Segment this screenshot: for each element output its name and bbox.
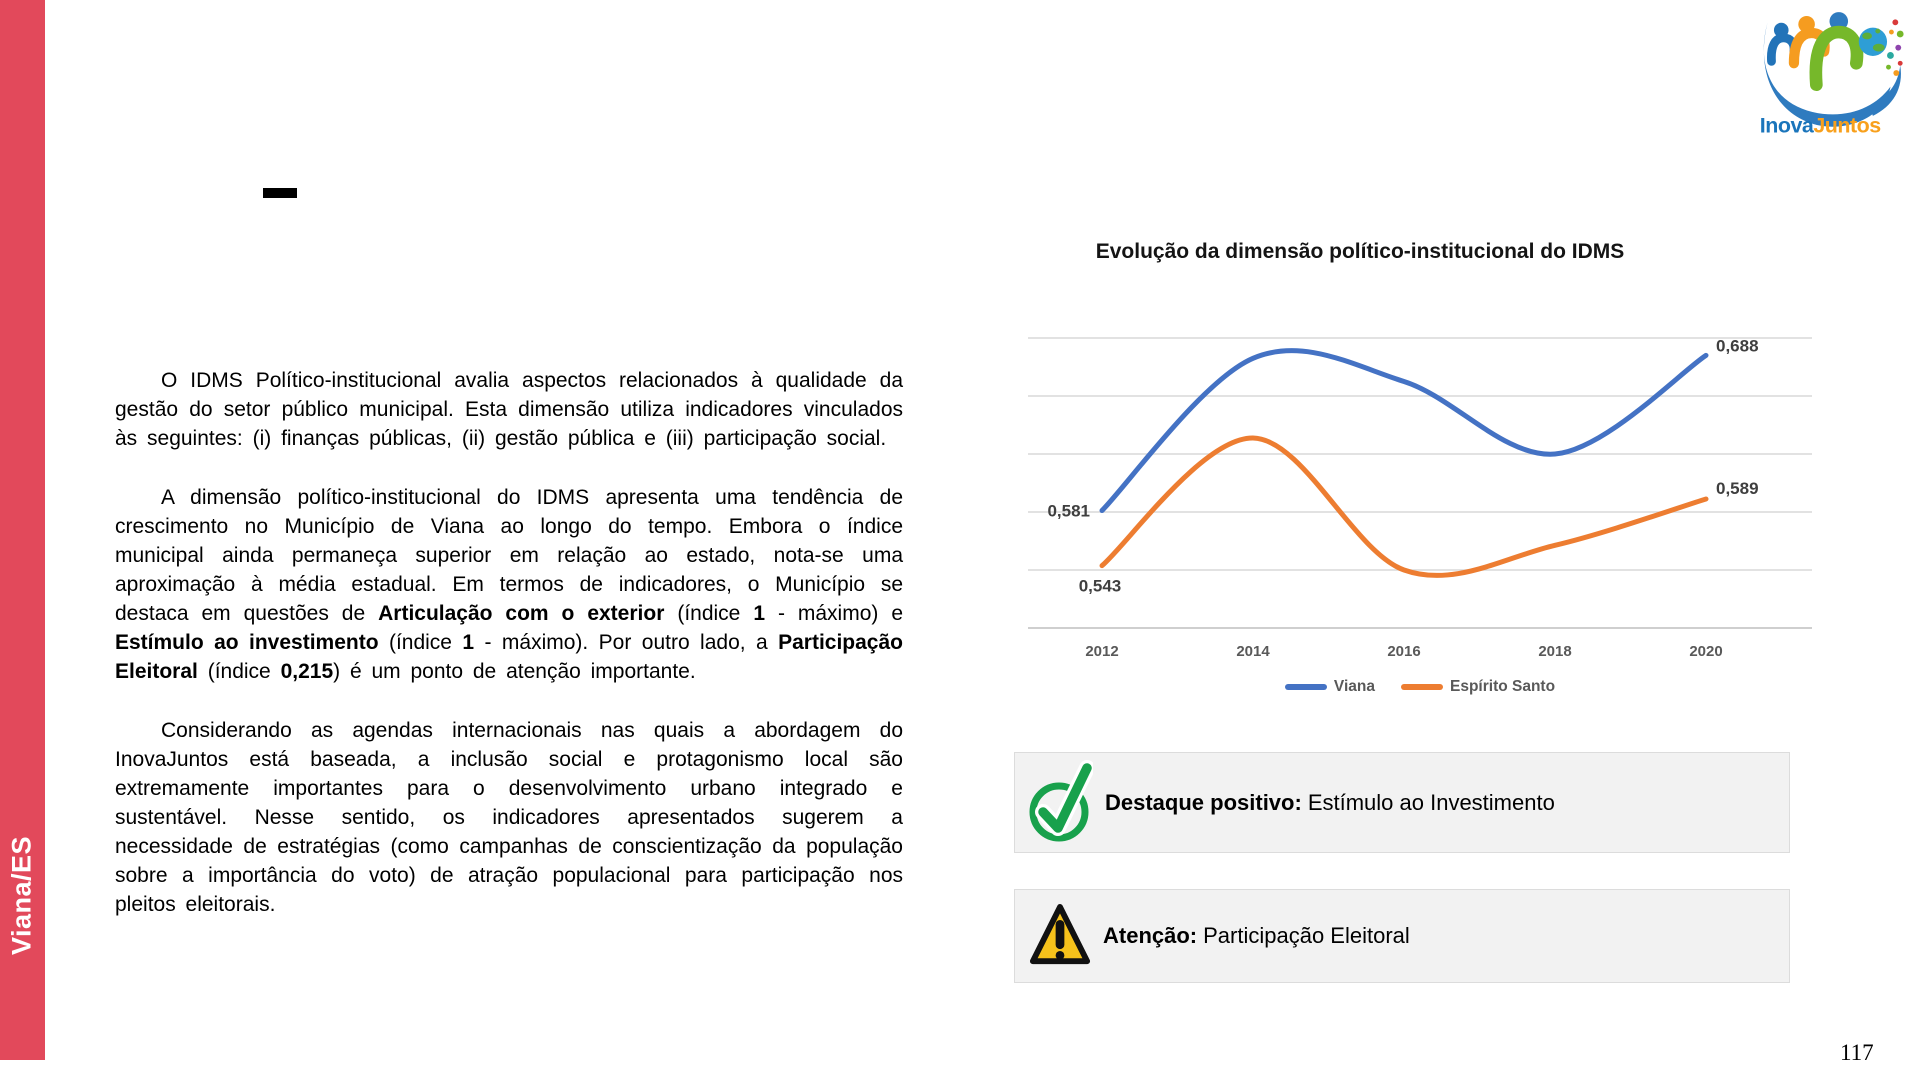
positive-highlight-text bbox=[1105, 790, 1555, 816]
series-line-espírito-santo bbox=[1102, 438, 1706, 575]
municipality-label: Viana/ES bbox=[6, 835, 37, 956]
attention-box bbox=[1014, 889, 1790, 983]
chart-legend bbox=[1020, 678, 1820, 696]
x-axis-label: 2014 bbox=[1236, 643, 1270, 660]
data-label: 0,688 bbox=[1716, 336, 1759, 356]
series-line-viana bbox=[1102, 351, 1706, 511]
x-axis-label: 2020 bbox=[1689, 643, 1723, 660]
legend-item bbox=[1401, 678, 1555, 696]
legend-label: Viana bbox=[1333, 678, 1375, 695]
attention-value: Participação Eleitoral bbox=[1203, 923, 1410, 948]
legend-swatch bbox=[1401, 684, 1443, 690]
logo-text-inova: Inova bbox=[1759, 113, 1814, 138]
chart-title: Evolução da dimensão político-institucional do IDMS bbox=[1095, 240, 1625, 263]
left-ribbon bbox=[0, 0, 45, 1060]
positive-highlight-box bbox=[1014, 752, 1790, 853]
data-label: 0,581 bbox=[1047, 501, 1090, 521]
svg-text:InovaJuntos bbox=[1760, 113, 1881, 137]
paragraph-2: A dimensão político-institucional do IDMS apresenta uma tendência de crescimento no Município de Viana ao longo do tempo. Embora o índice municipal ainda permaneça superior em relação ao estado, nota-se uma aproximação à média estadual. Em termos de indicadores, o Município se destaca em questões de Articulação com o exterior (índice 1 - máximo) e Estímulo ao investimento (índice 1 - máximo). Por outro lado, a Participação Eleitoral (índice 0,215) é um ponto de atenção importante. bbox=[115, 486, 904, 683]
paragraph-1: O IDMS Político-institucional avalia aspectos relacionados à qualidade da gestão do setor público municipal. Esta dimensão utiliza indicadores vinculados às seguintes: (i) finanças públicas, (ii) gestão pública e (iii) participação social. bbox=[115, 369, 903, 450]
positive-highlight-label: Destaque positivo: bbox=[1105, 789, 1302, 815]
attention-label: Atenção: bbox=[1103, 923, 1198, 948]
inovajuntos-logo bbox=[1752, 8, 1908, 138]
legend-item bbox=[1285, 678, 1375, 696]
data-label: 0,589 bbox=[1716, 478, 1759, 498]
attention-text bbox=[1103, 923, 1410, 949]
globe-icon bbox=[1859, 28, 1887, 56]
x-axis-label: 2016 bbox=[1387, 643, 1421, 660]
chart-plot-area bbox=[1020, 300, 1820, 670]
legend-label: Espírito Santo bbox=[1450, 678, 1556, 695]
paragraph-3: Considerando as agendas internacionais nas quais a abordagem do InovaJuntos está baseada, a inclusão social e protagonismo local são extremamente importantes para o desenvolvimento urbano integrado e sustentável. Nesse sentido, os indicadores apresentados sugerem a necessidade de estratégias (como campanhas de conscientização da população sobre a importância do voto) de atração populacional para participação nos pleitos eleitorais. bbox=[115, 719, 903, 916]
x-axis-label: 2018 bbox=[1538, 643, 1572, 660]
legend-swatch bbox=[1285, 684, 1327, 690]
data-label: 0,543 bbox=[1078, 576, 1122, 596]
article-text bbox=[115, 366, 903, 949]
section-dash bbox=[263, 188, 297, 198]
x-axis-label: 2012 bbox=[1085, 643, 1119, 660]
warning-triangle-icon bbox=[1029, 900, 1091, 972]
positive-highlight-value: Estímulo ao Investimento bbox=[1307, 789, 1555, 815]
idms-line-chart bbox=[1020, 240, 1820, 695]
check-circle-icon bbox=[1029, 760, 1093, 846]
page-number: 117 bbox=[1840, 1040, 1874, 1065]
inovajuntos-logo-graphic bbox=[1752, 8, 1908, 138]
logo-text-juntos: Juntos bbox=[1813, 113, 1881, 138]
